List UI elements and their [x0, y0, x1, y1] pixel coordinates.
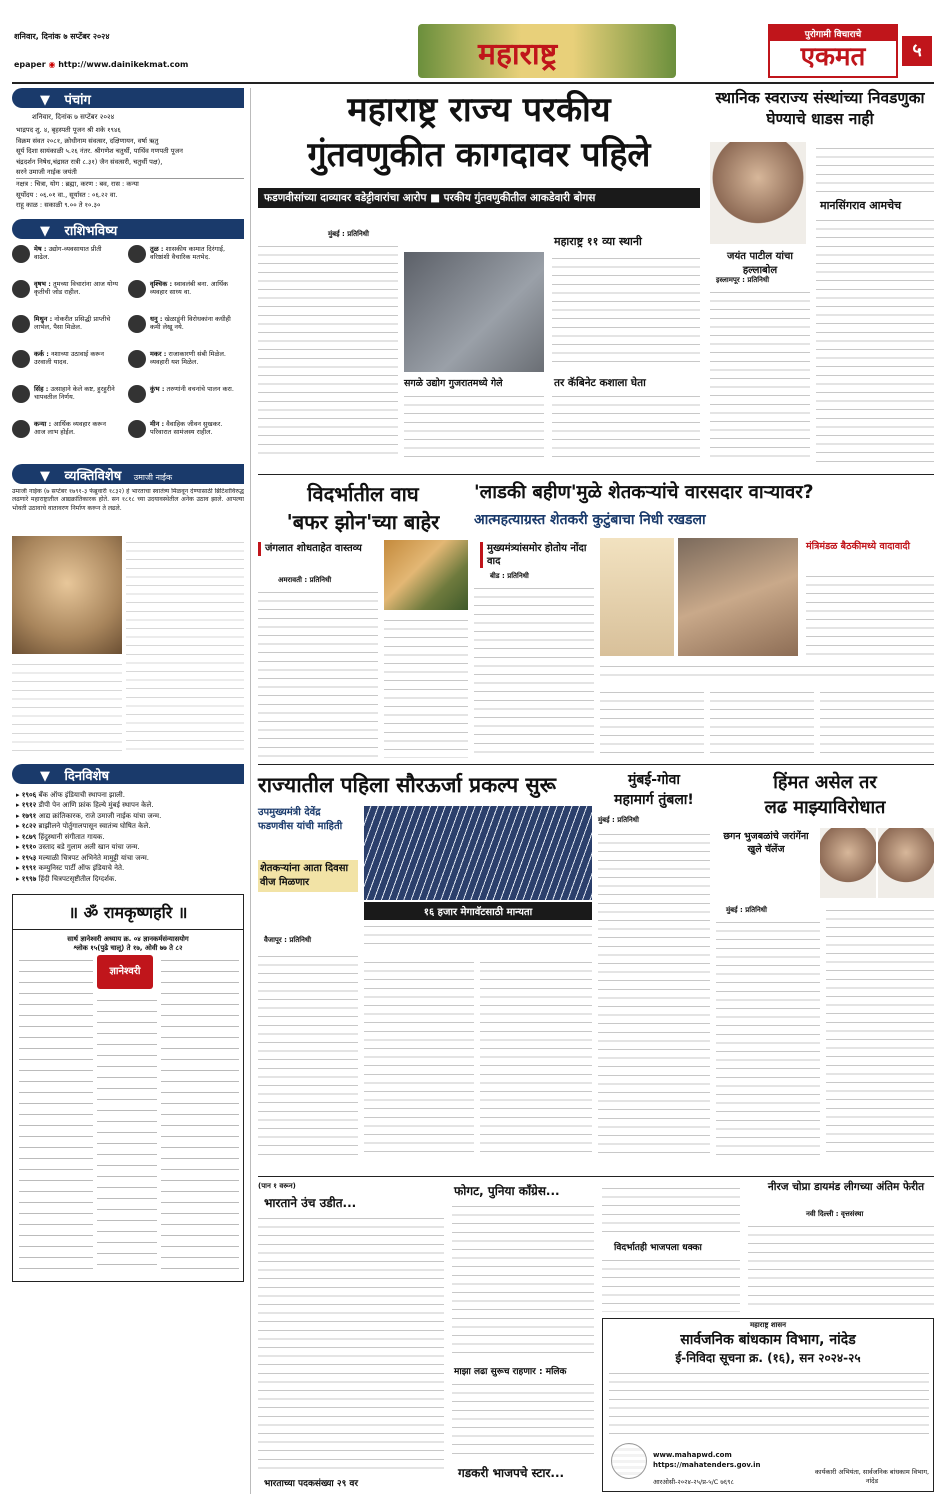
dinvishesh-item: ▸ १७९१ आद्य क्रांतिकारक, राजे उमाजी नाईक यांचा जन्म. — [16, 811, 162, 820]
dinvishesh-item: ▸ १९१० उस्ताद बडे गुलाम अली खान यांचा जन्म. — [16, 843, 140, 852]
vyakti-text: उमाजी नाईक (७ सप्टेंबर १७९१-३ फेब्रुवारी १८३२) हे भारताचा स्वातंत्र्य मिळवून देण्यासाठी ब्रिटिशांविरुद्ध लढणारे महाराष्ट्रातील आद्यक्रांतिकारक होते. सन १८१८ च्या उदयावस्थेतील अनेक उठाव झाले. आपल्या भोवती उठावाचे वातावरण निर्माण करून ते लढले. — [12, 487, 244, 512]
aquarius-icon — [128, 385, 146, 403]
dinvishesh-item: ▸ १८७९ हिंदुस्थानी संगीतात गायक. — [16, 832, 105, 841]
panchang-subtitle: शनिवार, दिनांक ७ सप्टेंबर २०२४ — [32, 113, 115, 121]
bottom-col5 — [602, 1254, 740, 1312]
local-body-dateline: इस्लामपूर : प्रतिनिधी — [716, 276, 770, 284]
rashi-item: कन्या : आर्थिक व्यवहार करून आज लाभ होईल. — [12, 420, 128, 455]
ladki-story — [474, 480, 934, 760]
tiger-photo — [384, 540, 468, 610]
bhujbal-col1 — [716, 916, 820, 1156]
top-date: शनिवार, दिनांक ७ सप्टेंबर २०२४ — [14, 32, 110, 41]
lead-col3 — [552, 252, 700, 370]
rashi-item: मीन : वैवाहिक जीवन सुखकर. परिवारात सामंजस्य राहील. — [128, 420, 244, 455]
taurus-icon — [12, 280, 30, 298]
dinvishesh-item: ▸ १९९१ कम्युनिस्ट पार्टी ऑफ इंडियाचे नेते. — [16, 864, 125, 873]
local-body-headline: स्थानिक स्वराज्य संस्थांच्या निवडणुका घेण्याचे धाडस नाही — [715, 89, 925, 128]
ovi-text-left — [19, 953, 93, 1273]
tiger-story — [258, 480, 468, 760]
brand-tagline: पुरोगामी विचाराचे — [770, 26, 896, 41]
lead-headline-1: महाराष्ट्र राज्य परकीय — [347, 90, 611, 130]
ladki-photo-caption — [600, 660, 934, 682]
lead-col1 — [258, 240, 398, 460]
tiger-dateline: अमरावती : प्रतिनिधी — [278, 576, 332, 584]
aries-icon — [12, 245, 30, 263]
solar-headline: राज्यातील पहिला सौरऊर्जा प्रकल्प सुरू — [258, 773, 557, 797]
lead-col2 — [404, 390, 544, 460]
rule-mid-2 — [258, 764, 934, 765]
bottom-h6: नीरज चोप्रा डायमंड लीगच्या अंतिम फेरीत — [767, 1181, 925, 1193]
page-number: ५ — [902, 36, 932, 66]
rashi-item: मिथुन : नोकरीत प्रसिद्धी प्राप्तीचे लाभेल, पैसा मिळेल. — [12, 315, 128, 350]
ladki-sub1: मुख्यमंत्र्यांसमोर होतोय नोंदा वाद — [480, 542, 590, 568]
bottom-h7: भारताच्या पदकसंख्या २९ वर — [264, 1479, 359, 1489]
bhujbal-headline-1: हिंमत असेल तर — [773, 772, 877, 793]
left-column — [12, 88, 244, 1494]
bottom-h2: फोगट, पुनिया काँग्रेस... — [454, 1184, 560, 1198]
lead-dateline: मुंबई : प्रतिनिधी — [328, 230, 369, 238]
tender-body — [609, 1367, 929, 1439]
dinvishesh-item: ▸ १९९७ हिंदी चित्रपटसृष्टीतील दिग्दर्शक. — [16, 874, 117, 883]
bhujbal-dateline: मुंबई : प्रतिनिधी — [726, 906, 767, 914]
rashi-item: कुंभ : तरुणांनी वचनांचे पालन करा. — [128, 385, 244, 420]
ovi-text-right — [161, 953, 239, 1273]
jayant-patil-photo — [710, 142, 806, 244]
local-body-col3 — [816, 214, 934, 464]
tender-title: ई-निविदा सूचना क्र. (१६), सन २०२४-२५ — [675, 1351, 861, 1365]
ovi-text-mid — [97, 993, 157, 1273]
ladki-col-right — [806, 570, 934, 656]
noose-photo — [600, 538, 674, 656]
bottom-col3 — [452, 1378, 594, 1458]
panchang-line: सरने उमाजी नाईक जयंती — [16, 168, 77, 177]
capricorn-icon — [128, 350, 146, 368]
solar-sub1: उपमुख्यमंत्री देवेंद्र फडणवीस यांची माहिती — [258, 807, 343, 832]
rashi-item: मेष : उद्योग-व्यवसायात प्रीती वाढेल. — [12, 245, 128, 280]
panchang-line: राहू काळ : सकाळी ९.०० ते १०.३० — [16, 201, 101, 210]
ladki-col3 — [710, 686, 814, 758]
solar-col1 — [258, 950, 358, 1156]
gemini-icon — [12, 315, 30, 333]
panchang-line: भाद्रपद शु. ४, बृहस्पती पूजन श्री शके १९४६ — [16, 126, 121, 134]
tender-sign: कार्यकारी अभियंता, सार्वजनिक बांधकाम विभाग, नांदेड — [814, 1468, 930, 1485]
ladki-col4 — [820, 686, 934, 758]
dinvishesh-item: ▸ १८२२ ब्राझीलने पोर्तुगालपासून स्वातंत्र्य घोषित केले. — [16, 822, 151, 831]
bottom-h1: भारताने उंच उडीत... — [264, 1196, 357, 1210]
dinvishesh-item: ▸ १९०६ बँक ऑफ इंडियाची स्थापना झाली. — [16, 790, 125, 799]
ladki-sub2: मंत्रिमंडळ बैठकीमध्ये वादावादी — [806, 541, 910, 552]
panchang-line: विक्रम संवत २०८१, क्रोधीनाम संवत्सर, दक्षिणायन, वर्षा ऋतु — [16, 136, 159, 145]
ladki-col1 — [474, 582, 594, 758]
sagittarius-icon — [128, 315, 146, 333]
solar-dateline: वैजापूर : प्रतिनिधी — [264, 936, 312, 944]
chevron-down-icon: ▼ — [40, 468, 50, 484]
tiger-col1 — [258, 586, 378, 758]
epaper-label: epaper ◉ http://www.dainikekmat.com — [14, 60, 189, 69]
pwd-logo — [611, 1443, 647, 1479]
bottom-h6-dateline: नवी दिल्ली : वृत्तसंस्था — [806, 1210, 864, 1218]
bhujbal-sub: छगन भुजबळांचे जरांगेंना खुले चॅलेंज — [723, 831, 809, 855]
rashi-left — [12, 245, 128, 460]
bhujbal-headline-2: लढ माझ्याविरोधात — [764, 797, 886, 818]
vyakti-filler-2 — [12, 658, 122, 754]
fadnavis-photo — [404, 252, 544, 372]
umaji-statue-photo — [12, 536, 122, 654]
libra-icon — [128, 245, 146, 263]
solar-story — [258, 770, 592, 1170]
rashi-item: मकर : राजाकारणी संबी मिळेल. व्यवहारी यश मिळेल. — [128, 350, 244, 385]
ramkrishna-shlok: श्लोक १५(पुढे चालू) ते १७, ओवी ७७ ते ८२ — [73, 944, 183, 953]
rashi-item: धनु : खेळाडूंनी विरोधकांना कधीही कमी लेखू नये. — [128, 315, 244, 350]
jump-label: (पान १ वरून) — [258, 1182, 296, 1190]
panchang-line: चंद्रदर्शन निषेध,चंद्रास्त रात्री ८.३१) जैन संवत्सरी, चतुर्थी पक्ष), — [16, 157, 163, 166]
lead-headline-2: गुंतवणुकीत कागदावर पहिले — [307, 135, 651, 175]
virgo-icon — [12, 420, 30, 438]
jarange-photo — [878, 828, 934, 898]
brand-block — [768, 24, 898, 78]
solar-panels-photo — [364, 806, 592, 900]
tender-ad — [602, 1318, 934, 1492]
leo-icon — [12, 385, 30, 403]
website-link[interactable]: http://www.dainikekmat.com — [58, 60, 189, 69]
bottom-col1 — [258, 1212, 444, 1474]
bhujbal-story — [716, 770, 934, 1170]
rule-mid-1 — [258, 474, 934, 475]
bottom-h5: विदर्भातही भाजपला धक्का — [614, 1243, 702, 1253]
lead-deck: फडणवीसांच्या दाव्यावर वडेट्टीवारांचा आरोप ■ परकीय गुंतवणुकीतील आकडेवारी बोगस — [258, 188, 700, 208]
vyakti-header: ▼ व्यक्तिविशेष उमाजी नाईक — [12, 464, 244, 484]
section-title: महाराष्ट्र — [478, 37, 558, 72]
section-banner — [418, 24, 676, 78]
tender-dept: सार्वजनिक बांधकाम विभाग, नांदेड — [680, 1332, 856, 1348]
panchang-line: सूर्य दिशा सायंकाळी ५.२६ नंतर. श्रीगणेश चतुर्थी, पार्थिव गणपती पूजन — [16, 147, 183, 156]
rashi-item: सिंह : उत्साहाने केले कष्ट, हुरहुरीने चापवतील निर्णय. — [12, 385, 128, 420]
local-body-side-head: मानसिंगराव आमचेच — [820, 199, 902, 212]
lead-sub3: तर कॅबिनेट कशाला घेता — [554, 377, 646, 389]
ladki-dateline: बीड : प्रतिनिधी — [490, 572, 529, 580]
bottom-col6 — [748, 1220, 934, 1312]
solar-col2 — [364, 956, 474, 1156]
column-divider — [250, 88, 251, 1494]
goa-dateline: मुंबई : प्रतिनिधी — [598, 816, 639, 824]
tender-web1[interactable]: www.mahapwd.com — [653, 1451, 732, 1459]
farmers-photo — [678, 538, 798, 656]
lead-col4 — [552, 390, 700, 460]
bhujbal-col2 — [826, 904, 934, 1156]
chevron-down-icon: ▼ — [40, 768, 50, 784]
ladki-deck: आत्महत्याग्रस्त शेतकरी कुटुंबाचा निधी रखडला — [474, 512, 706, 528]
tiger-sub: जंगलात शोधताहेत वास्तव्य — [258, 542, 378, 556]
panchang-line: नक्षत्र : चित्रा, योग : ब्रह्मा, करण : बव, रास : कन्या — [16, 178, 244, 190]
ramkrishna-subtitle: सार्थ ज्ञानेश्वरी अध्याय क्र. ०४ ज्ञानकर्मसंन्यासयोग — [67, 935, 189, 944]
header-rule — [12, 82, 934, 84]
bottom-h4: गडकरी भाजपचे स्टार... — [458, 1466, 565, 1480]
panchang-header: ▼ पंचांग — [12, 88, 244, 108]
local-body-caption: जयंत पाटील यांचा हल्लाबोल — [727, 251, 793, 276]
rashi-item: वृश्चिक : स्वावलंबी बना. आर्थिक व्यवहार साध्य वा. — [128, 280, 244, 315]
dinvishesh-list — [12, 790, 244, 885]
bottom-col4 — [602, 1182, 740, 1238]
goa-story — [598, 770, 710, 1170]
ramkrishna-title: ॥ ॐ रामकृष्णहरि ॥ — [13, 895, 243, 930]
rashi-header: ▼ राशिभविष्य — [12, 219, 244, 239]
tiger-headline-2: 'बफर झोन'च्या बाहेर — [286, 510, 440, 534]
tender-web2[interactable]: https://mahatenders.gov.in — [653, 1461, 761, 1469]
ladki-headline: 'लाडकी बहीण'मुळे शेतकऱ्यांचे वारसदार वाऱ्यावर? — [474, 482, 814, 503]
tiger-col2 — [384, 614, 468, 758]
tender-gov: महाराष्ट्र शासन — [749, 1321, 787, 1329]
solar-sub2: शेतकऱ्यांना आता दिवसा वीज मिळणार — [258, 860, 358, 892]
panchang-lines — [12, 125, 244, 211]
rashi-item: तुळ : शासकीय कामात दिरंगाई, वरिष्ठांशी वैचारिक मतभेद. — [128, 245, 244, 280]
vyakti-body — [12, 488, 244, 758]
panchang-line: सूर्योदय : ०६.०१ वा., सूर्यास्त : ०६.२२ वा. — [16, 190, 118, 199]
bottom-stories — [258, 1180, 934, 1494]
lead-story — [258, 88, 700, 468]
bhujbal-photo — [820, 828, 876, 898]
lead-sub1: महाराष्ट्र ११ व्या स्थानी — [554, 235, 642, 248]
brand-name: एकमत — [800, 42, 866, 72]
solar-col3 — [480, 956, 592, 1156]
rashi-item: कर्क : नशाच्या उठावाई करून उरवाली यादव. — [12, 350, 128, 385]
vyakti-filler — [126, 536, 244, 754]
dinvishesh-item: ▸ १९५३ मल्याळी चित्रपट अभिनेते मामुट्टी यांचा जन्म. — [16, 853, 150, 862]
scorpio-icon — [128, 280, 146, 298]
rule-mid-3 — [258, 1176, 934, 1177]
goa-headline-2: महामार्ग तुंबला! — [614, 792, 694, 808]
cancer-icon — [12, 350, 30, 368]
solar-photo-caption: १६ हजार मेगावॅटसाठी मान्यता — [364, 902, 592, 920]
local-body-col1 — [710, 286, 810, 464]
chevron-down-icon: ▼ — [40, 93, 50, 108]
bottom-h3: माझा लढा सुरूच राहणार : मलिक — [454, 1367, 567, 1377]
dinvishesh-header: ▼ दिनविशेष — [12, 764, 244, 784]
ramkrishna-box — [12, 894, 244, 1282]
rashi-grid — [12, 245, 244, 460]
goa-body — [598, 828, 710, 1156]
pisces-icon — [128, 420, 146, 438]
lead-sub2: सगळे उद्योग गुजरातमध्ये गेले — [404, 378, 503, 389]
local-body-story — [706, 88, 934, 468]
dnyaneshwari-logo: ज्ञानेश्वरी — [97, 955, 153, 989]
tender-ref: आरओसी-२०२४-२५/प्र-५/C ७६९८ — [653, 1478, 734, 1486]
solar-caption-text — [364, 920, 592, 950]
bottom-col2 — [452, 1200, 594, 1360]
rashi-right — [128, 245, 244, 460]
chevron-down-icon: ▼ — [40, 223, 50, 239]
goa-headline-1: मुंबई-गोवा — [628, 772, 680, 788]
tiger-headline-1: विदर्भातील वाघ — [307, 482, 419, 506]
dinvishesh-item: ▸ १९१२ डीपी पेन आणि फ्रांक हिल्ये मुंबई स्थापन केले. — [16, 801, 154, 810]
ladki-col2 — [600, 686, 704, 758]
local-body-col2 — [816, 142, 934, 194]
rashi-item: वृषभ : तुमच्या विचारांना आज योग्य कृतीची जोड राहील. — [12, 280, 128, 315]
globe-icon: ◉ — [48, 60, 56, 69]
